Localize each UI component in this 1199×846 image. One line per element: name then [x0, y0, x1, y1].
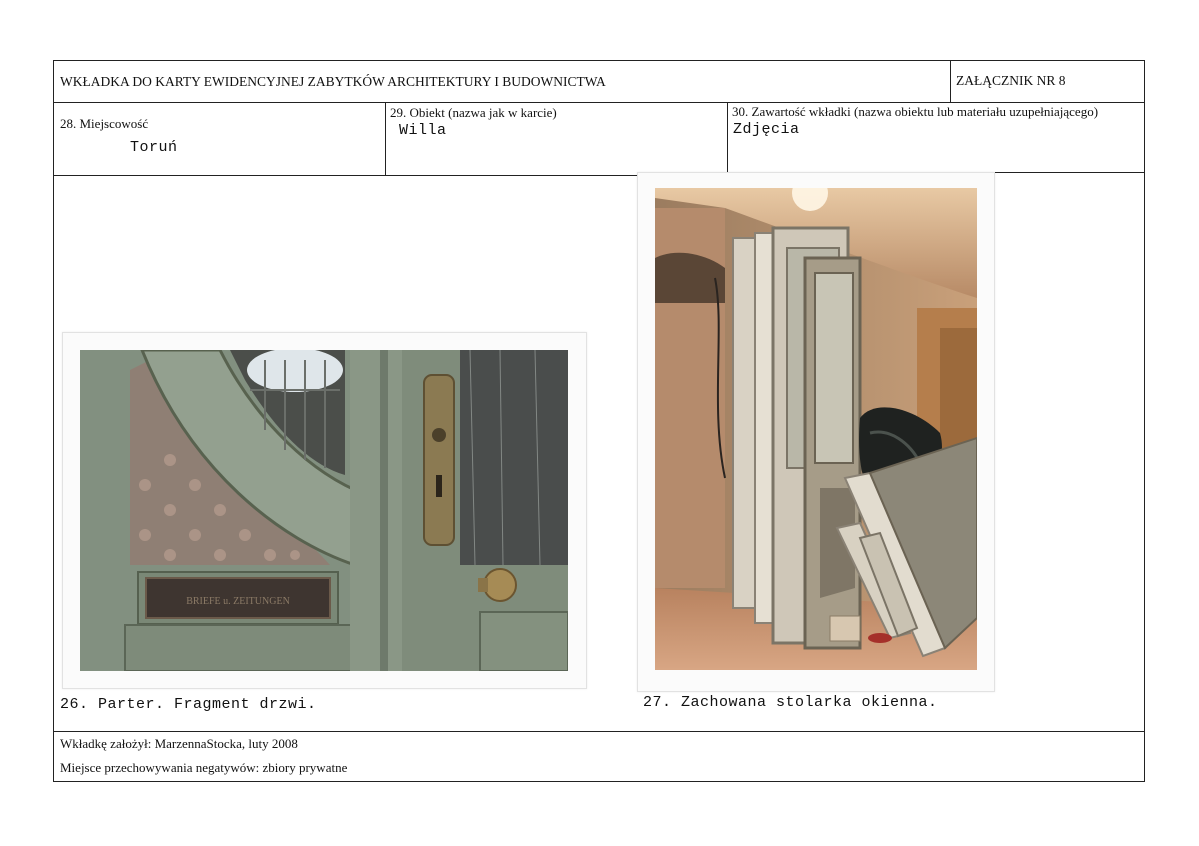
content-label: 30. Zawartość wkładki (nazwa obiektu lub materiału uzupełniającego) — [732, 104, 1099, 119]
object-label: 29. Obiekt (nazwa jak w karcie) — [390, 105, 557, 120]
divider — [727, 102, 728, 175]
divider — [385, 102, 386, 175]
locality-label: 28. Miejscowość — [60, 116, 149, 131]
created-by: Wkładkę założył: MarzennaStocka, luty 2008 — [60, 736, 298, 751]
photo-caption-door: 26. Parter. Fragment drzwi. — [60, 696, 317, 713]
object-value: Willa — [399, 122, 447, 139]
mail-slot-text: BRIEFE u. ZEITUNGEN — [186, 596, 290, 607]
door-photo — [80, 350, 568, 671]
divider — [53, 731, 1145, 732]
divider — [993, 172, 1145, 173]
content-value: Zdjęcia — [733, 121, 800, 138]
windows-photo — [655, 188, 977, 670]
photo-caption-windows: 27. Zachowana stolarka okienna. — [643, 694, 938, 711]
negatives-location: Miejsce przechowywania negatywów: zbiory prywatne — [60, 760, 348, 775]
divider — [950, 60, 951, 102]
door-image — [80, 350, 568, 671]
divider — [53, 102, 1145, 103]
locality-value: Toruń — [130, 139, 178, 156]
attachment-number: ZAŁĄCZNIK NR 8 — [956, 73, 1066, 88]
windows-image — [655, 188, 977, 670]
divider — [53, 175, 637, 176]
card-title: WKŁADKA DO KARTY EWIDENCYJNEJ ZABYTKÓW ARCHITEKTURY I BUDOWNICTWA — [60, 74, 606, 89]
